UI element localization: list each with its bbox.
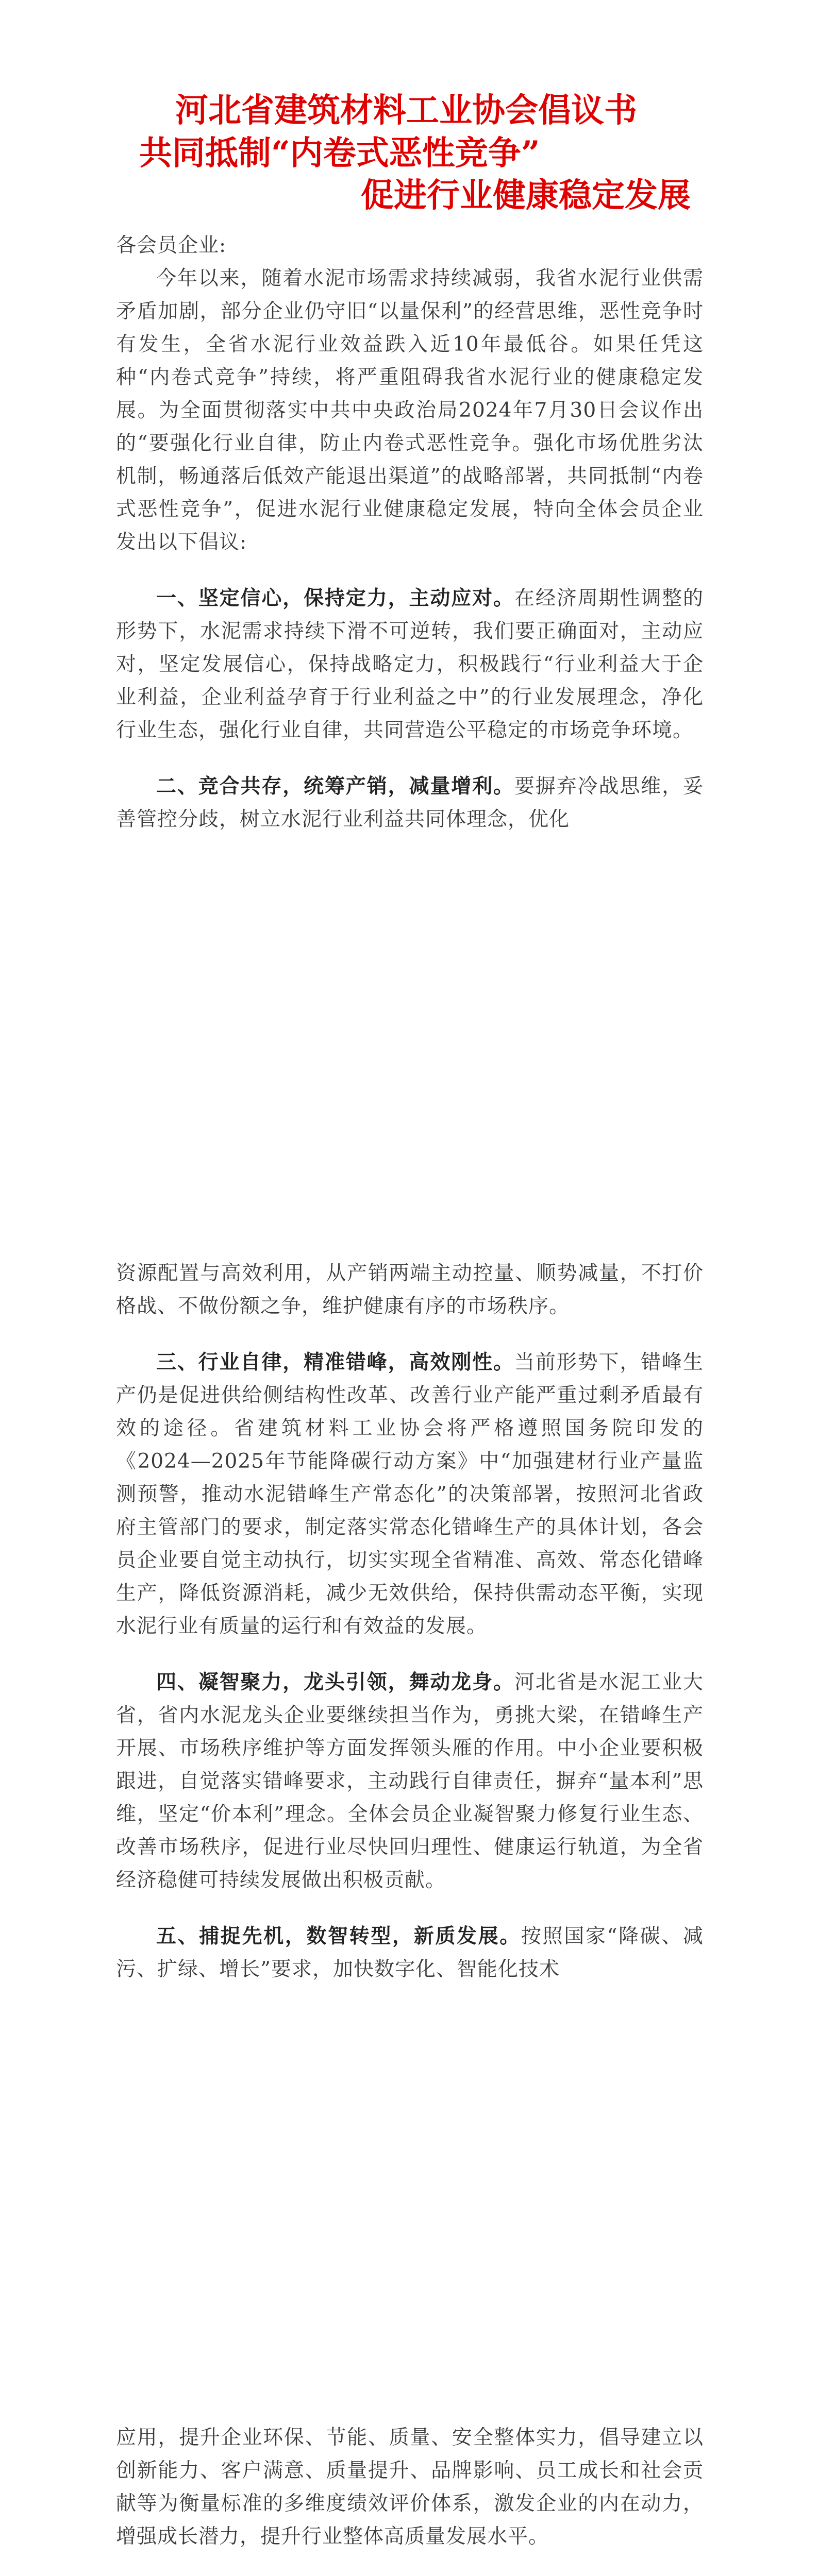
section-2-body-start: 要摒弃冷战思维，妥善管控分歧，树立水泥行业利益共同体理念，优化 bbox=[116, 775, 704, 831]
section-4-paragraph bbox=[116, 1666, 704, 1897]
section-5-paragraph bbox=[116, 1920, 704, 1986]
section-3-body: 当前形势下，错峰生产仍是促进供给侧结构性改革、改善行业产能严重过剩矛盾最有效的途径。省建筑材料工业协会将严格遵照国务院印发的《2024—2025年节能降碳行动方案》中“加强建材行业产量监测预警，推动水泥错峰生产常态化”的决策部署，按照河北省政府主管部门的要求，制定落实常态化错峰生产的具体计划，各会员企业要自觉主动执行，切实实现全省精准、高效、常态化错峰生产，降低资源消耗，减少无效供给，保持供需动态平衡，实现水泥行业有质量的运行和有效益的发展。 bbox=[116, 1351, 704, 1638]
section-1-heading: 一、坚定信心，保持定力，主动应对。 bbox=[156, 586, 514, 610]
section-2-body-continued: 资源配置与高效利用，从产销两端主动控量、顺势减量，不打价格战、不做份额之争，维护健康有序的市场秩序。 bbox=[116, 1262, 704, 1318]
title-line-3: 促进行业健康稳定发展 bbox=[361, 176, 691, 215]
title-line-1: 河北省建筑材料工业协会倡议书 bbox=[175, 91, 637, 130]
intro-paragraph: 今年以来，随着水泥市场需求持续减弱，我省水泥行业供需矛盾加剧，部分企业仍守旧“以量保利”的经营思维，恶性竞争时有发生，全省水泥行业效益跌入近10年最低谷。如果任凭这种“内卷式竞争”持续，将严重阻碍我省水泥行业的健康稳定发展。为全面贯彻落实中共中央政治局2024年7月30日会议作出的“要强化行业自律，防止内卷式恶性竞争。强化市场优胜劣汰机制，畅通落后低效产能退出渠道”的战略部署，共同抵制“内卷式恶性竞争”，促进水泥行业健康稳定发展，特向全体会员企业发出以下倡议: bbox=[116, 267, 704, 554]
document-body-part-2 bbox=[116, 1257, 704, 1986]
section-1-body: 在经济周期性调整的形势下，水泥需求持续下滑不可逆转，我们要正确面对，主动应对，坚定发展信心，保持战略定力，积极践行“行业利益大于企业利益，企业利益孕育于行业利益之中”的行业发展理念，净化行业生态，强化行业自律，共同营造公平稳定的市场竞争环境。 bbox=[116, 587, 704, 742]
document-body-part-3 bbox=[116, 2421, 704, 2576]
section-3-paragraph bbox=[116, 1346, 704, 1643]
section-3-heading: 三、行业自律，精准错峰，高效刚性。 bbox=[156, 1350, 514, 1374]
section-5-body-continued: 应用，提升企业环保、节能、质量、安全整体实力，倡导建立以创新能力、客户满意、质量提升、品牌影响、员工成长和社会贡献等为衡量标准的多维度绩效评价体系，激发企业的内在动力，增强成长潜力，提升行业整体高质量发展水平。 bbox=[116, 2426, 704, 2548]
section-5-body-start: 按照国家“降碳、减污、扩绿、增长”要求，加快数字化、智能化技术 bbox=[116, 1925, 704, 1981]
section-1-paragraph bbox=[116, 582, 704, 747]
title-line-2: 共同抵制“内卷式恶性竞争” bbox=[139, 134, 540, 173]
section-4-body: 河北省是水泥工业大省，省内水泥龙头企业要继续担当作为，勇挑大梁，在错峰生产开展、市场秩序维护等方面发挥领头雁的作用。中小企业要积极跟进，自觉落实错峰要求，主动践行自律责任，摒弃“量本利”思维，坚定“价本利”理念。全体会员企业凝智聚力修复行业生态、改善市场秩序，促进行业尽快回归理性、健康运行轨道，为全省经济稳健可持续发展做出积极贡献。 bbox=[116, 1671, 704, 1892]
document-body-part-1 bbox=[116, 229, 704, 836]
section-2-heading: 二、竞合共存，统筹产销，减量增利。 bbox=[156, 774, 514, 798]
section-5-heading: 五、捕捉先机，数智转型，新质发展。 bbox=[156, 1924, 521, 1948]
section-2-paragraph bbox=[116, 770, 704, 836]
section-4-heading: 四、凝智聚力，龙头引领，舞动龙身。 bbox=[156, 1670, 514, 1694]
salutation: 各会员企业: bbox=[116, 234, 227, 257]
